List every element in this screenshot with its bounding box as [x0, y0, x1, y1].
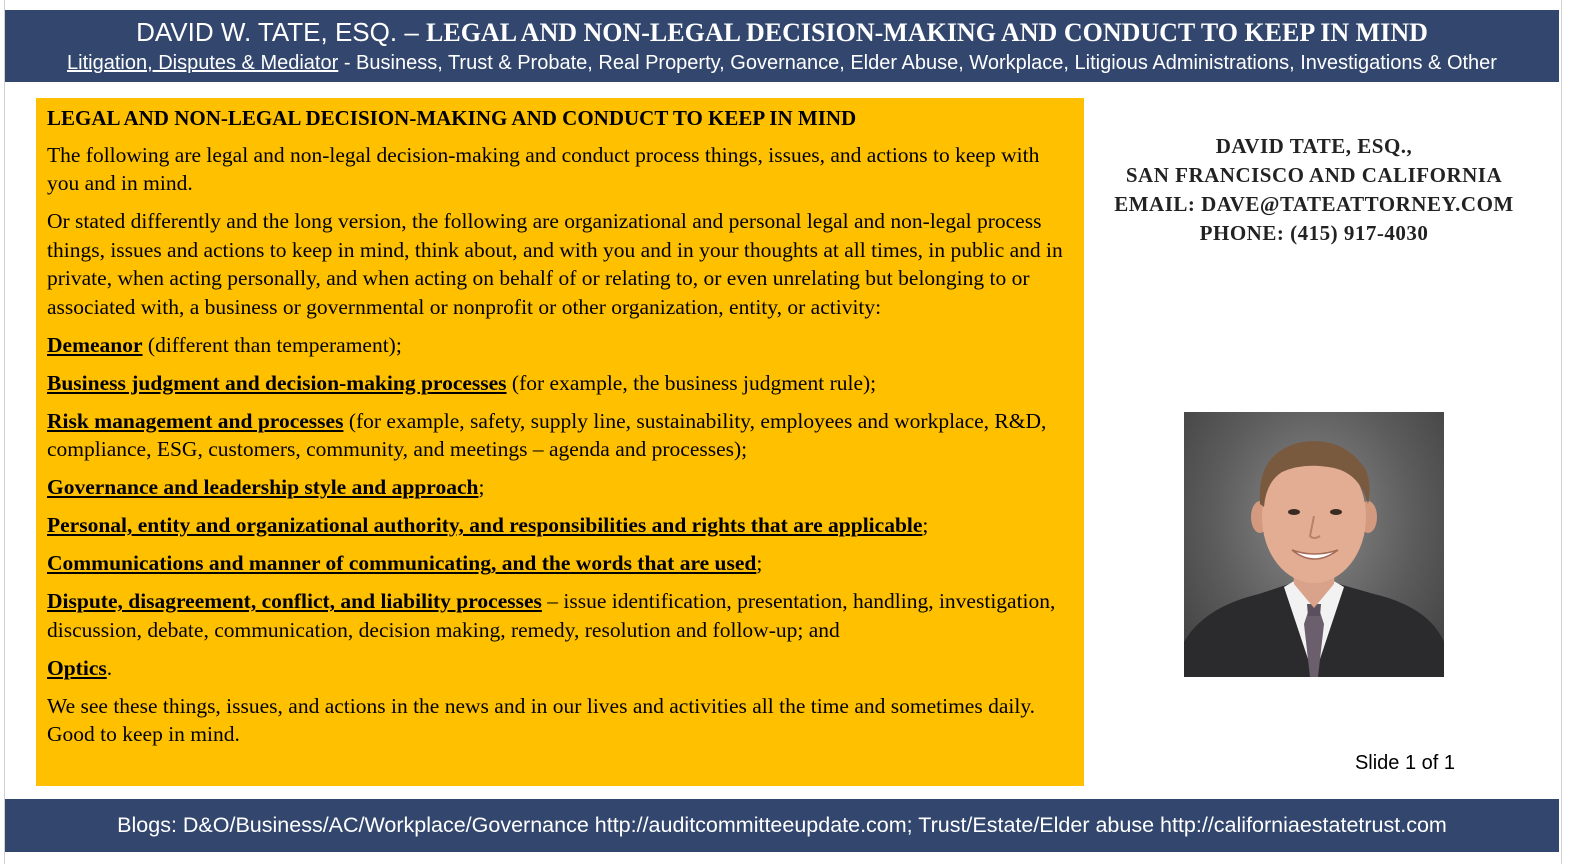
contact-phone: PHONE: (415) 917-4030 — [1199, 221, 1429, 245]
slide-number: Slide 1 of 1 — [1354, 752, 1456, 774]
title-name: DAVID W. TATE, ESQ. – — [136, 17, 427, 47]
list-item-risk-management — [47, 407, 1072, 464]
header-banner — [5, 10, 1559, 82]
title-topic: LEGAL AND NON-LEGAL DECISION-MAKING AND CONDUCT TO KEEP IN MIND — [426, 18, 1428, 47]
page-title — [5, 16, 1559, 49]
closing-paragraph: We see these things, issues, and actions in the news and in our lives and activities all the time and sometimes daily. Good to keep in mind. — [47, 693, 1036, 746]
footer-banner[interactable]: Blogs: D&O/Business/AC/Workplace/Governance http://auditcommitteeupdate.com; Trust/Estate/Elder abuse http://californiaestatetrust.com — [5, 799, 1559, 852]
list-item-business-judgment — [47, 369, 1072, 398]
item-term: Demeanor — [47, 332, 143, 357]
contact-block — [1090, 132, 1538, 248]
contact-email[interactable]: EMAIL: DAVE@TATEATTORNEY.COM — [1114, 192, 1514, 216]
item-term: Business judgment and decision-making processes — [47, 370, 507, 395]
list-item-optics — [47, 654, 1072, 683]
item-text: . — [106, 655, 113, 680]
list-item-governance — [47, 473, 1072, 502]
portrait-illustration — [1184, 412, 1444, 677]
item-term: Governance and leadership style and approach — [47, 475, 479, 499]
item-term: Dispute, disagreement, conflict, and liability processes — [47, 589, 542, 613]
item-text: ; — [756, 551, 763, 575]
item-term: Optics — [47, 655, 107, 680]
portrait-photo — [1184, 412, 1444, 677]
item-text: (for example, the business judgment rule); — [506, 370, 877, 395]
content-panel — [36, 98, 1084, 786]
contact-name: DAVID TATE, ESQ., — [1215, 134, 1413, 158]
item-text: (for example, safety, supply line, sustainability, employees and workplace, R&D, compliance, ESG, customers, community, and meetings – agenda and processes); — [47, 408, 1047, 461]
subtitle-areas: - Business, Trust & Probate, Real Property, Governance, Elder Abuse, Workplace, Litigious Administrations, Investigations & Other — [338, 52, 1497, 74]
list-item-authority — [47, 511, 1072, 540]
intro-paragraph-2: Or stated differently and the long version, the following are organizational and personal legal and non-legal process things, issues and actions to keep in mind, think about, and with you and in your thoughts at all times, in public and in private, when acting personally, and when acting on behalf of or relating to, or even unrelating but belonging to or associated with, a business or governmental or nonprofit or other organization, entity, or activity: — [47, 209, 1063, 319]
list-item-communications — [47, 549, 1072, 578]
subtitle-practice-link[interactable]: Litigation, Disputes & Mediator — [67, 52, 339, 74]
intro-paragraph-1: The following are legal and non-legal decision-making and conduct process things, issues, and actions to keep with you and in mind. — [47, 142, 1040, 195]
item-term: Risk management and processes — [47, 408, 344, 433]
item-term: Personal, entity and organizational authority, and responsibilities and rights that are applicable — [47, 513, 923, 537]
page-subtitle — [5, 50, 1559, 76]
contact-location: SAN FRANCISCO AND CALIFORNIA — [1125, 163, 1503, 187]
item-text: – issue identification, presentation, handling, investigation, discussion, debate, communication, decision making, remedy, resolution and follow-up; and — [47, 589, 1056, 642]
content-heading: LEGAL AND NON-LEGAL DECISION-MAKING AND CONDUCT TO KEEP IN MIND — [47, 106, 857, 130]
list-item-dispute — [47, 587, 1072, 644]
item-text: (different than temperament); — [142, 332, 402, 357]
item-term: Communications and manner of communicating, and the words that are used — [47, 551, 757, 575]
item-text: ; — [922, 513, 929, 537]
list-item-demeanor — [47, 331, 1072, 360]
item-text: ; — [478, 475, 485, 499]
